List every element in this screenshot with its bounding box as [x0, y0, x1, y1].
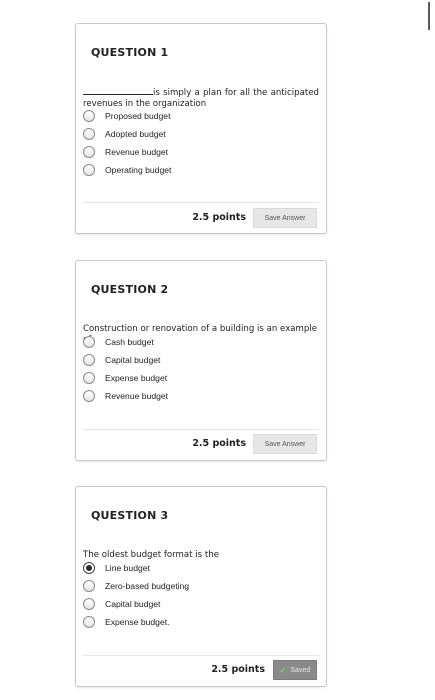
radio-button[interactable]: [83, 616, 95, 628]
radio-button[interactable]: [83, 164, 95, 176]
radio-button[interactable]: [83, 372, 95, 384]
option-label: Capital budget: [105, 355, 161, 365]
radio-button[interactable]: [83, 390, 95, 402]
option[interactable]: [83, 143, 171, 161]
radio-button-selected[interactable]: [83, 562, 95, 574]
check-icon: ✔: [279, 665, 287, 675]
option[interactable]: [83, 559, 189, 577]
points-label: 2.5 points: [192, 438, 246, 449]
option-label: Revenue budget: [105, 391, 169, 401]
question-title: QUESTION 1: [91, 46, 169, 59]
save-answer-button[interactable]: Save Answer: [253, 434, 317, 454]
question-text: Construction or renovation of a building is an example: [83, 324, 318, 334]
radio-button[interactable]: [83, 110, 95, 122]
question-card-1: [75, 23, 327, 234]
option[interactable]: [83, 387, 168, 405]
divider: [83, 202, 319, 203]
option-label: Line budget: [105, 563, 150, 573]
points-label: 2.5 points: [192, 212, 246, 223]
question-text: The oldest budget format is the: [83, 550, 219, 560]
option[interactable]: [83, 369, 168, 387]
divider: [83, 429, 319, 430]
answer-blank: [83, 86, 153, 95]
radio-button[interactable]: [83, 128, 95, 140]
option[interactable]: [83, 595, 189, 613]
answer-options: [83, 559, 189, 631]
answer-options: [83, 333, 168, 405]
option[interactable]: [83, 161, 171, 179]
option[interactable]: [83, 613, 189, 631]
save-answer-button[interactable]: Save Answer: [253, 208, 317, 228]
option-label: Expense budget: [105, 373, 168, 383]
question-card-3: [75, 486, 327, 687]
saved-button[interactable]: [273, 660, 317, 680]
points-label: 2.5 points: [211, 664, 265, 675]
option-label: Zero-based budgeting: [105, 581, 190, 591]
option[interactable]: [83, 577, 189, 595]
option-label: Capital budget: [105, 599, 161, 609]
question-card-2: [75, 260, 327, 461]
option[interactable]: [83, 351, 168, 369]
option[interactable]: [83, 125, 171, 143]
option-label: Operating budget: [105, 165, 172, 175]
question-title: QUESTION 2: [91, 283, 169, 296]
answer-options: [83, 107, 171, 179]
option-label: Cash budget: [105, 337, 154, 347]
scrollbar-thumb[interactable]: [428, 2, 430, 30]
divider: [83, 655, 319, 656]
question-text-body: is simply a plan for all the anticipated revenues in the organization: [83, 88, 319, 109]
option[interactable]: [83, 333, 168, 351]
radio-button[interactable]: [83, 598, 95, 610]
radio-button[interactable]: [83, 580, 95, 592]
option-label: Revenue budget: [105, 147, 169, 157]
radio-button[interactable]: [83, 146, 95, 158]
option-label: Adopted budget: [105, 129, 166, 139]
option-label: Expense budget.: [105, 617, 170, 627]
option-label: Proposed budget: [105, 111, 171, 121]
saved-label: Saved: [290, 666, 311, 674]
option[interactable]: [83, 107, 171, 125]
radio-button[interactable]: [83, 354, 95, 366]
radio-button[interactable]: [83, 336, 95, 348]
question-title: QUESTION 3: [91, 509, 169, 522]
